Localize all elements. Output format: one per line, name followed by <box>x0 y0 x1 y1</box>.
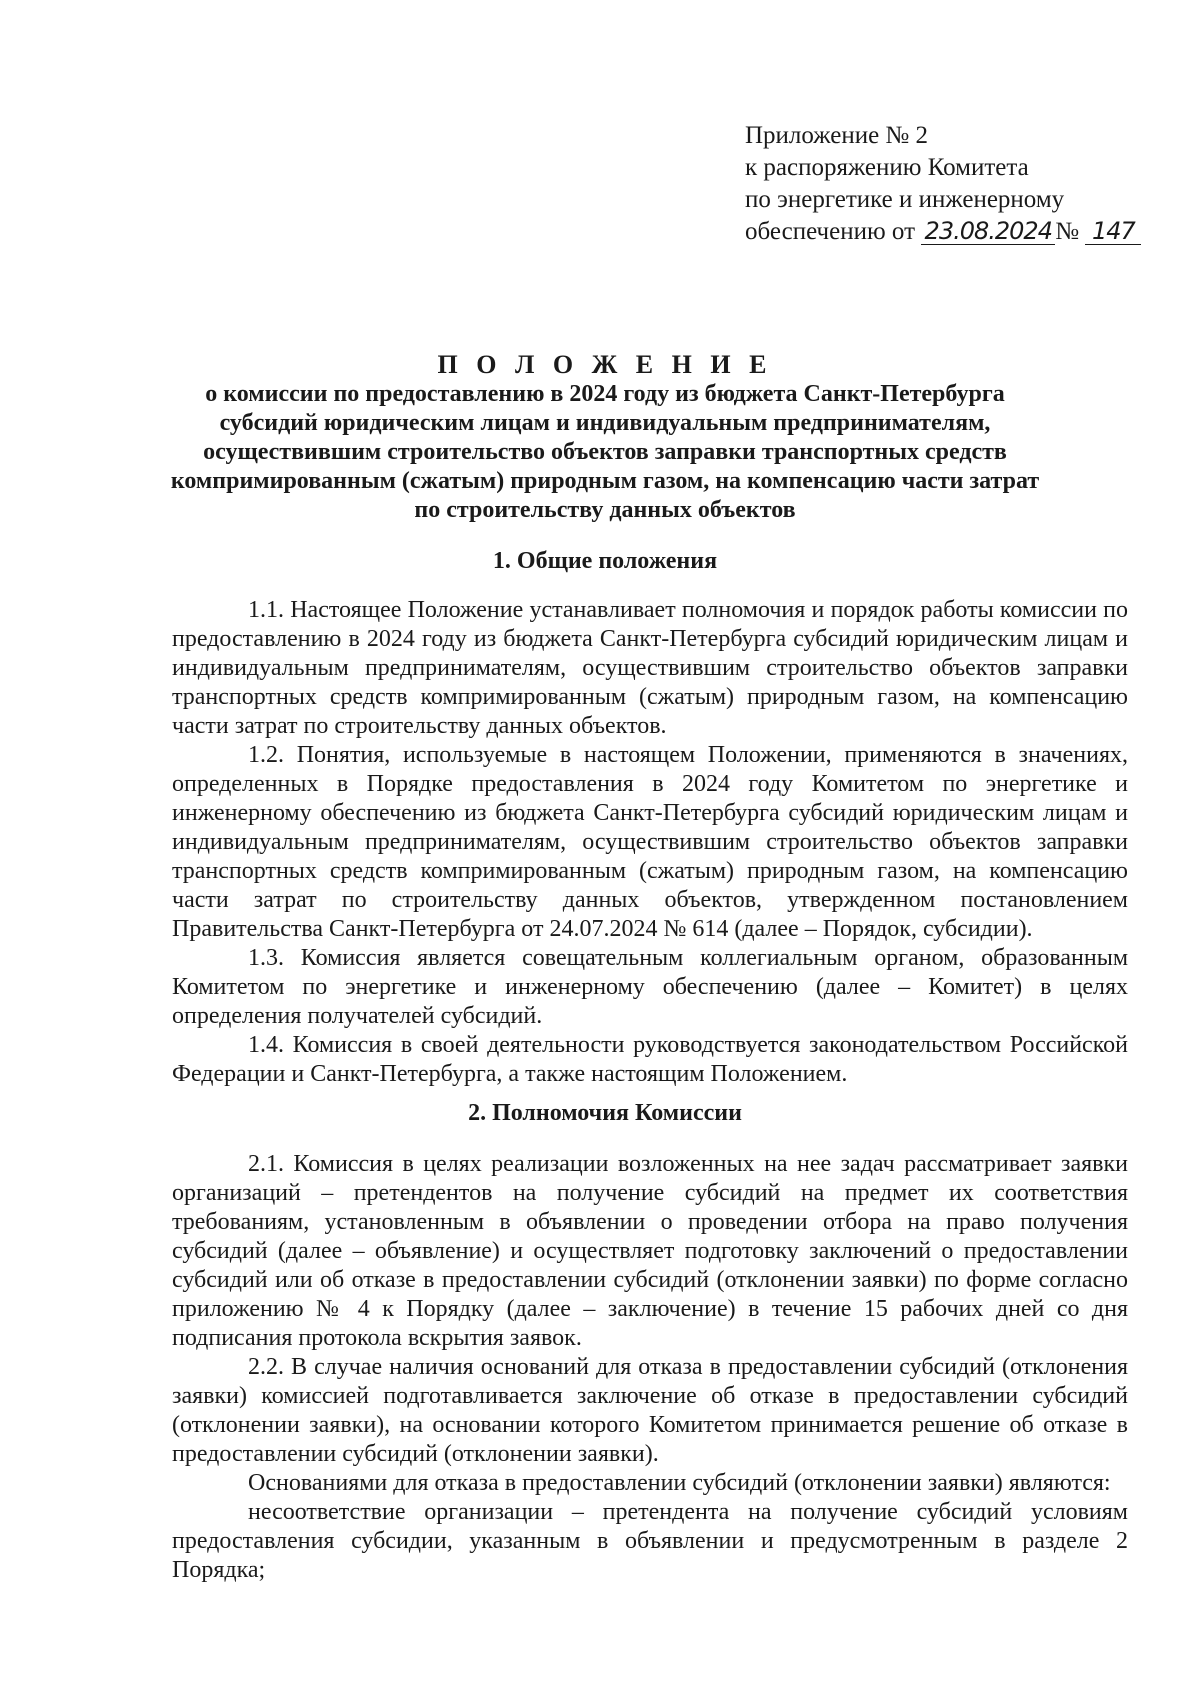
paragraph-grounds-intro: Основаниями для отказа в предоставлении субсидий (отклонении заявки) являются: <box>248 1470 1111 1496</box>
section-body-general <box>172 596 1128 1089</box>
paragraph-2-2: 2.2. В случае наличия оснований для отказа в предоставлении субсидий (отклонения заявки) комиссией подготавливается заключение об отказе в предоставлении субсидий (отклонении заявки), на основании которого Комитетом принимается решение об отказе в предоставлении субсидий (отклонении заявки). <box>172 1354 1128 1467</box>
appendix-line-3: по энергетике и инженерному <box>745 186 1065 213</box>
subtitle-line: по строительству данных объектов <box>414 497 796 523</box>
document-subtitle <box>170 380 1040 525</box>
subtitle-line: компримированным (сжатым) природным газом, на компенсацию части затрат <box>170 468 1040 494</box>
handwritten-number: 147 <box>1085 218 1141 245</box>
paragraph-1-1: 1.1. Настоящее Положение устанавливает полномочия и порядок работы комиссии по предоставлению в 2024 году из бюджета Санкт-Петербурга субсидий юридическим лицам и индивидуальным предпринимателям, осуществившим строительство объектов заправки транспортных средств компримированным (сжатым) природным газом, на компенсацию части затрат по строительству данных объектов. <box>172 597 1128 739</box>
paragraph-2-1: 2.1. Комиссия в целях реализации возложенных на нее задач рассматривает заявки организаций – претендентов на получение субсидий на предмет их соответствия требованиям, установленным в объявлении о проведении отбора на право получения субсидий (далее – объявление) и осуществляет подготовку заключений о предоставлении субсидий или об отказе в предоставлении субсидий (отклонении заявки) по форме согласно приложению № 4 к Порядку (далее – заключение) в течение 15 рабочих дней со дня подписания протокола вскрытия заявок. <box>172 1151 1128 1351</box>
section-heading-powers: 2. Полномочия Комиссии <box>468 1100 742 1126</box>
subtitle-line: осуществившим строительство объектов заправки транспортных средств <box>203 439 1007 465</box>
handwritten-date: 23.08.2024 <box>921 218 1055 245</box>
paragraph-1-4: 1.4. Комиссия в своей деятельности руководствуется законодательством Российской Федерации и Санкт-Петербурга, а также настоящим Положением. <box>172 1032 1128 1087</box>
appendix-header <box>745 120 1145 248</box>
document-title: П О Л О Ж Е Н И Е <box>437 350 773 379</box>
appendix-date-prefix: обеспечению от <box>745 218 916 245</box>
subtitle-line: о комиссии по предоставлению в 2024 году из бюджета Санкт-Петербурга <box>205 381 1005 407</box>
number-label: № <box>1055 218 1080 245</box>
appendix-line-4 <box>745 216 1145 248</box>
appendix-line-2: к распоряжению Комитета <box>745 154 1029 181</box>
section-heading-general: 1. Общие положения <box>492 548 718 574</box>
paragraph-grounds-item: несоответствие организации – претендента на получение субсидий условиям предоставления субсидии, указанным в объявлении и предусмотренным в разделе 2 Порядка; <box>172 1499 1128 1583</box>
paragraph-1-3: 1.3. Комиссия является совещательным коллегиальным органом, образованным Комитетом по энергетике и инженерному обеспечению (далее – Комитет) в целях определения получателей субсидий. <box>172 945 1128 1029</box>
appendix-line-1: Приложение № 2 <box>745 122 929 149</box>
subtitle-line: субсидий юридическим лицам и индивидуальным предпринимателям, <box>219 410 991 436</box>
section-body-powers <box>172 1150 1128 1585</box>
paragraph-1-2: 1.2. Понятия, используемые в настоящем Положении, применяются в значениях, определенных в Порядке предоставления в 2024 году Комитетом по энергетике и инженерному обеспечению из бюджета Санкт-Петербурга субсидий юридическим лицам и индивидуальным предпринимателям, осуществившим строительство объектов заправки транспортных средств компримированным (сжатым) природным газом, на компенсацию части затрат по строительству данных объектов, утвержденном постановлением Правительства Санкт-Петербурга от 24.07.2024 № 614 (далее – Порядок, субсидии). <box>172 742 1128 942</box>
